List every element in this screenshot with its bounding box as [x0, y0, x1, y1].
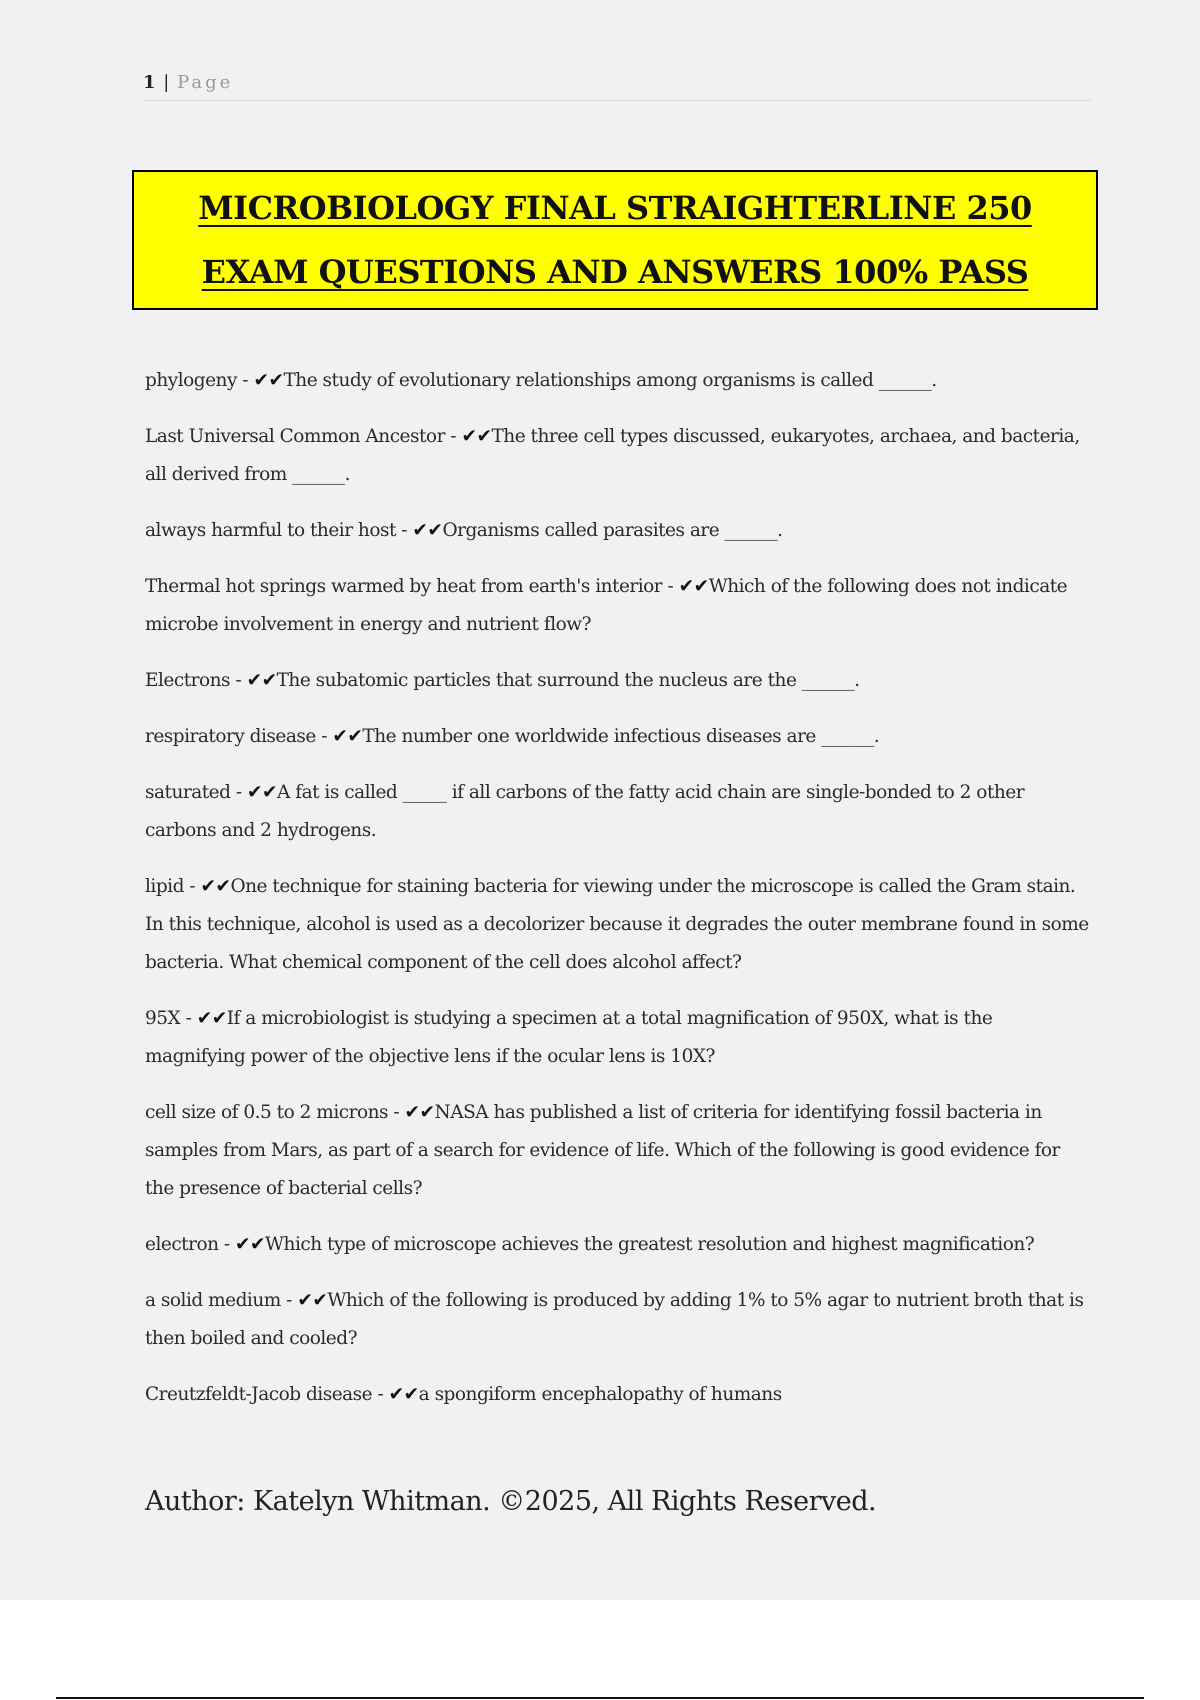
- qa-list: [145, 362, 1090, 1432]
- qa-item: [145, 1226, 1090, 1264]
- check-icon: ✔✔: [678, 576, 709, 597]
- qa-answer: respiratory disease -: [145, 726, 333, 747]
- check-icon: ✔✔: [404, 1102, 435, 1123]
- qa-question: One technique for staining bacteria for viewing under the microscope is called the Gram stain. In this technique, alcohol is used as a decolorizer because it degrades the outer membrane found in some bacteria. What chemical component of the cell does alcohol affect?: [145, 876, 1089, 973]
- check-icon: ✔✔: [388, 1384, 419, 1405]
- qa-item: [145, 868, 1090, 982]
- check-icon: ✔✔: [253, 370, 284, 391]
- qa-item: [145, 718, 1090, 756]
- qa-answer: a solid medium -: [145, 1290, 298, 1311]
- qa-question: Which type of microscope achieves the greatest resolution and highest magnification?: [265, 1234, 1035, 1255]
- footer-rule: [56, 1697, 1144, 1699]
- qa-question: The subatomic particles that surround the nucleus are the ______.: [276, 670, 860, 691]
- qa-item: [145, 1282, 1090, 1358]
- qa-question: If a microbiologist is studying a specimen at a total magnification of 950X, what is the magnifying power of the objective lens if the ocular lens is 10X?: [145, 1008, 993, 1067]
- title-line-2: EXAM QUESTIONS AND ANSWERS 100% PASS: [201, 253, 1029, 291]
- qa-question: Which of the following does not indicate microbe involvement in energy and nutrient flow?: [145, 576, 1068, 635]
- qa-question: Organisms called parasites are ______.: [442, 520, 783, 541]
- qa-question: The study of evolutionary relationships among organisms is called ______.: [283, 370, 937, 391]
- page-number: 1: [143, 72, 156, 93]
- check-icon: ✔✔: [196, 1008, 227, 1029]
- check-icon: ✔✔: [412, 520, 443, 541]
- qa-item: [145, 418, 1090, 494]
- qa-item: [145, 1094, 1090, 1208]
- qa-answer: 95X -: [145, 1008, 197, 1029]
- qa-answer: Creutzfeldt-Jacob disease -: [145, 1384, 389, 1405]
- qa-answer: saturated -: [145, 782, 247, 803]
- qa-item: [145, 512, 1090, 550]
- check-icon: ✔✔: [246, 782, 277, 803]
- qa-answer: Last Universal Common Ancestor -: [145, 426, 462, 447]
- check-icon: ✔✔: [332, 726, 363, 747]
- page-header: [143, 72, 1091, 101]
- qa-question: a spongiform encephalopathy of humans: [418, 1384, 782, 1405]
- title-line-1: MICROBIOLOGY FINAL STRAIGHTERLINE 250: [198, 189, 1032, 227]
- check-icon: ✔✔: [200, 876, 231, 897]
- qa-answer: lipid -: [145, 876, 201, 897]
- qa-question: NASA has published a list of criteria for identifying fossil bacteria in samples from Mars, as part of a search for evidence of life. Which of the following is good evidence for the presence of bacterial cells?: [145, 1102, 1060, 1199]
- check-icon: ✔✔: [461, 426, 492, 447]
- qa-answer: Thermal hot springs warmed by heat from earth's interior -: [145, 576, 679, 597]
- qa-item: [145, 1376, 1090, 1414]
- qa-answer: Electrons -: [145, 670, 247, 691]
- author-credit: Author: Katelyn Whitman. ©2025, All Rights Reserved.: [145, 1486, 877, 1517]
- qa-item: [145, 362, 1090, 400]
- qa-item: [145, 662, 1090, 700]
- qa-answer: phylogeny -: [145, 370, 254, 391]
- qa-question: A fat is called _____ if all carbons of the fatty acid chain are single-bonded to 2 other carbons and 2 hydrogens.: [145, 782, 1025, 841]
- check-icon: ✔✔: [246, 670, 277, 691]
- title-banner: [132, 170, 1098, 310]
- qa-item: [145, 774, 1090, 850]
- qa-question: The three cell types discussed, eukaryotes, archaea, and bacteria, all derived from ______.: [145, 426, 1080, 485]
- qa-answer: electron -: [145, 1234, 236, 1255]
- check-icon: ✔✔: [297, 1290, 328, 1311]
- qa-item: [145, 1000, 1090, 1076]
- qa-question: The number one worldwide infectious diseases are ______.: [362, 726, 880, 747]
- qa-item: [145, 568, 1090, 644]
- qa-answer: always harmful to their host -: [145, 520, 413, 541]
- check-icon: ✔✔: [235, 1234, 266, 1255]
- qa-answer: cell size of 0.5 to 2 microns -: [145, 1102, 405, 1123]
- qa-question: Which of the following is produced by adding 1% to 5% agar to nutrient broth that is then boiled and cooled?: [145, 1290, 1084, 1349]
- page-header-separator: |: [163, 72, 170, 93]
- page-label: Page: [177, 72, 234, 93]
